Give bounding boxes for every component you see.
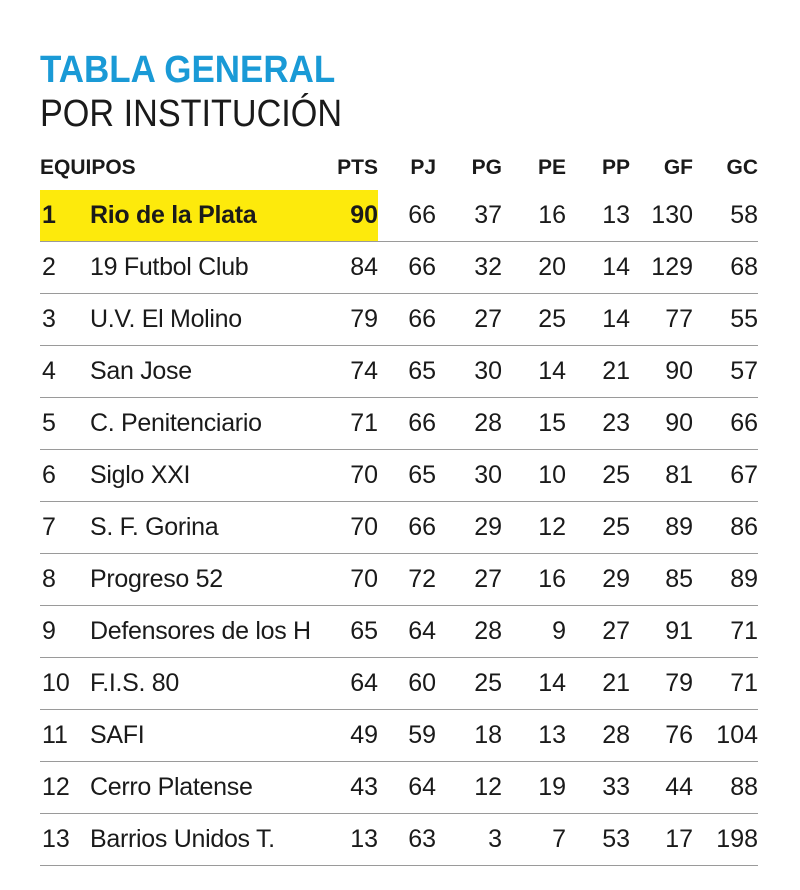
- row-pp: 25: [566, 450, 630, 502]
- row-team-name: Rio de la Plata: [90, 190, 328, 242]
- row-pts: 49: [328, 710, 378, 762]
- row-pp: 13: [566, 190, 630, 242]
- header-pj: PJ: [410, 156, 437, 179]
- row-pts: 70: [328, 554, 378, 606]
- header-pp: PP: [602, 156, 631, 179]
- row-position: 2: [40, 242, 90, 294]
- row-team-name: San Jose: [90, 346, 328, 398]
- row-gf: 44: [630, 762, 693, 814]
- row-gc: 68: [693, 242, 758, 294]
- row-pj: 65: [378, 450, 436, 502]
- row-pj: 66: [378, 294, 436, 346]
- row-pg: 18: [436, 710, 502, 762]
- row-position: 8: [40, 554, 90, 606]
- row-pe: 14: [502, 658, 566, 710]
- row-gf: 89: [630, 502, 693, 554]
- row-pg: 27: [436, 294, 502, 346]
- row-pe: 13: [502, 710, 566, 762]
- row-gc: 86: [693, 502, 758, 554]
- row-pg: 29: [436, 502, 502, 554]
- row-pg: 30: [436, 346, 502, 398]
- row-pg: 12: [436, 762, 502, 814]
- table-row: [40, 658, 758, 710]
- row-pe: 10: [502, 450, 566, 502]
- row-pe: 16: [502, 554, 566, 606]
- row-gf: 91: [630, 606, 693, 658]
- table-row: [40, 502, 758, 554]
- row-gf: 79: [630, 658, 693, 710]
- row-pts: 65: [328, 606, 378, 658]
- row-pj: 72: [378, 554, 436, 606]
- row-pp: 29: [566, 554, 630, 606]
- row-pj: 65: [378, 346, 436, 398]
- row-team-name: Barrios Unidos T.: [90, 814, 328, 866]
- header-gf: GF: [663, 156, 694, 179]
- table-row: [40, 710, 758, 762]
- row-team-name: C. Penitenciario: [90, 398, 328, 450]
- row-gc: 71: [693, 606, 758, 658]
- row-position: 1: [40, 190, 90, 242]
- row-pj: 66: [378, 190, 436, 242]
- row-pts: 71: [328, 398, 378, 450]
- row-team-name: U.V. El Molino: [90, 294, 328, 346]
- row-pts: 90: [328, 190, 378, 242]
- row-gc: 58: [693, 190, 758, 242]
- row-pp: 23: [566, 398, 630, 450]
- row-pj: 66: [378, 398, 436, 450]
- row-position: 11: [40, 710, 90, 762]
- row-gc: 67: [693, 450, 758, 502]
- row-gf: 85: [630, 554, 693, 606]
- row-pts: 79: [328, 294, 378, 346]
- row-gc: 104: [693, 710, 758, 762]
- table-row: [40, 554, 758, 606]
- row-pe: 19: [502, 762, 566, 814]
- row-gc: 55: [693, 294, 758, 346]
- row-pts: 64: [328, 658, 378, 710]
- table-row: [40, 346, 758, 398]
- row-pg: 28: [436, 606, 502, 658]
- row-pp: 27: [566, 606, 630, 658]
- table-row: [40, 242, 758, 294]
- row-pe: 16: [502, 190, 566, 242]
- header-pg: PG: [471, 156, 503, 179]
- page-title: TABLA GENERAL: [40, 49, 336, 91]
- row-team-name: Progreso 52: [90, 554, 328, 606]
- row-gf: 129: [630, 242, 693, 294]
- table-row: [40, 606, 758, 658]
- row-pg: 25: [436, 658, 502, 710]
- row-gc: 88: [693, 762, 758, 814]
- table-row: [40, 762, 758, 814]
- row-team-name: Cerro Platense: [90, 762, 328, 814]
- row-pj: 64: [378, 762, 436, 814]
- row-pp: 21: [566, 346, 630, 398]
- row-pe: 9: [502, 606, 566, 658]
- row-position: 6: [40, 450, 90, 502]
- row-team-name: F.I.S. 80: [90, 658, 328, 710]
- row-pp: 21: [566, 658, 630, 710]
- row-position: 5: [40, 398, 90, 450]
- row-pts: 74: [328, 346, 378, 398]
- row-pj: 60: [378, 658, 436, 710]
- row-gc: 57: [693, 346, 758, 398]
- table-row: [40, 294, 758, 346]
- row-pg: 28: [436, 398, 502, 450]
- row-pe: 25: [502, 294, 566, 346]
- row-pg: 32: [436, 242, 502, 294]
- row-pts: 70: [328, 450, 378, 502]
- row-pe: 15: [502, 398, 566, 450]
- row-pe: 12: [502, 502, 566, 554]
- row-pts: 70: [328, 502, 378, 554]
- row-team-name: 19 Futbol Club: [90, 242, 328, 294]
- row-position: 12: [40, 762, 90, 814]
- row-position: 9: [40, 606, 90, 658]
- row-gf: 130: [630, 190, 693, 242]
- row-pe: 20: [502, 242, 566, 294]
- table-body: [40, 190, 758, 866]
- header-pe: PE: [538, 156, 567, 179]
- row-team-name: Defensores de los H: [90, 606, 328, 658]
- row-gc: 71: [693, 658, 758, 710]
- row-gf: 17: [630, 814, 693, 866]
- row-gf: 81: [630, 450, 693, 502]
- row-pg: 3: [436, 814, 502, 866]
- page-subtitle: POR INSTITUCIÓN: [40, 93, 343, 135]
- table-row: [40, 450, 758, 502]
- row-pts: 84: [328, 242, 378, 294]
- row-pts: 13: [328, 814, 378, 866]
- row-pg: 37: [436, 190, 502, 242]
- row-team-name: SAFI: [90, 710, 328, 762]
- header-gc: GC: [726, 156, 759, 179]
- row-gc: 66: [693, 398, 758, 450]
- row-gf: 90: [630, 346, 693, 398]
- row-pj: 66: [378, 502, 436, 554]
- row-pp: 14: [566, 242, 630, 294]
- row-position: 7: [40, 502, 90, 554]
- row-position: 4: [40, 346, 90, 398]
- table-row: [40, 190, 758, 242]
- row-pj: 63: [378, 814, 436, 866]
- row-position: 10: [40, 658, 90, 710]
- row-gf: 77: [630, 294, 693, 346]
- row-pj: 66: [378, 242, 436, 294]
- table-row: [40, 398, 758, 450]
- row-pp: 25: [566, 502, 630, 554]
- row-pg: 27: [436, 554, 502, 606]
- row-pp: 53: [566, 814, 630, 866]
- row-gf: 90: [630, 398, 693, 450]
- standings-table: [40, 146, 758, 866]
- row-team-name: S. F. Gorina: [90, 502, 328, 554]
- row-pp: 28: [566, 710, 630, 762]
- row-pj: 59: [378, 710, 436, 762]
- row-gf: 76: [630, 710, 693, 762]
- row-position: 13: [40, 814, 90, 866]
- row-pe: 7: [502, 814, 566, 866]
- row-pp: 14: [566, 294, 630, 346]
- row-pj: 64: [378, 606, 436, 658]
- row-team-name: Siglo XXI: [90, 450, 328, 502]
- row-gc: 198: [693, 814, 758, 866]
- header-pts: PTS: [337, 156, 379, 179]
- row-pts: 43: [328, 762, 378, 814]
- row-pg: 30: [436, 450, 502, 502]
- row-pp: 33: [566, 762, 630, 814]
- row-position: 3: [40, 294, 90, 346]
- row-gc: 89: [693, 554, 758, 606]
- header-team: EQUIPOS: [40, 156, 136, 179]
- row-pe: 14: [502, 346, 566, 398]
- table-row: [40, 814, 758, 866]
- table-header-row: [40, 146, 758, 190]
